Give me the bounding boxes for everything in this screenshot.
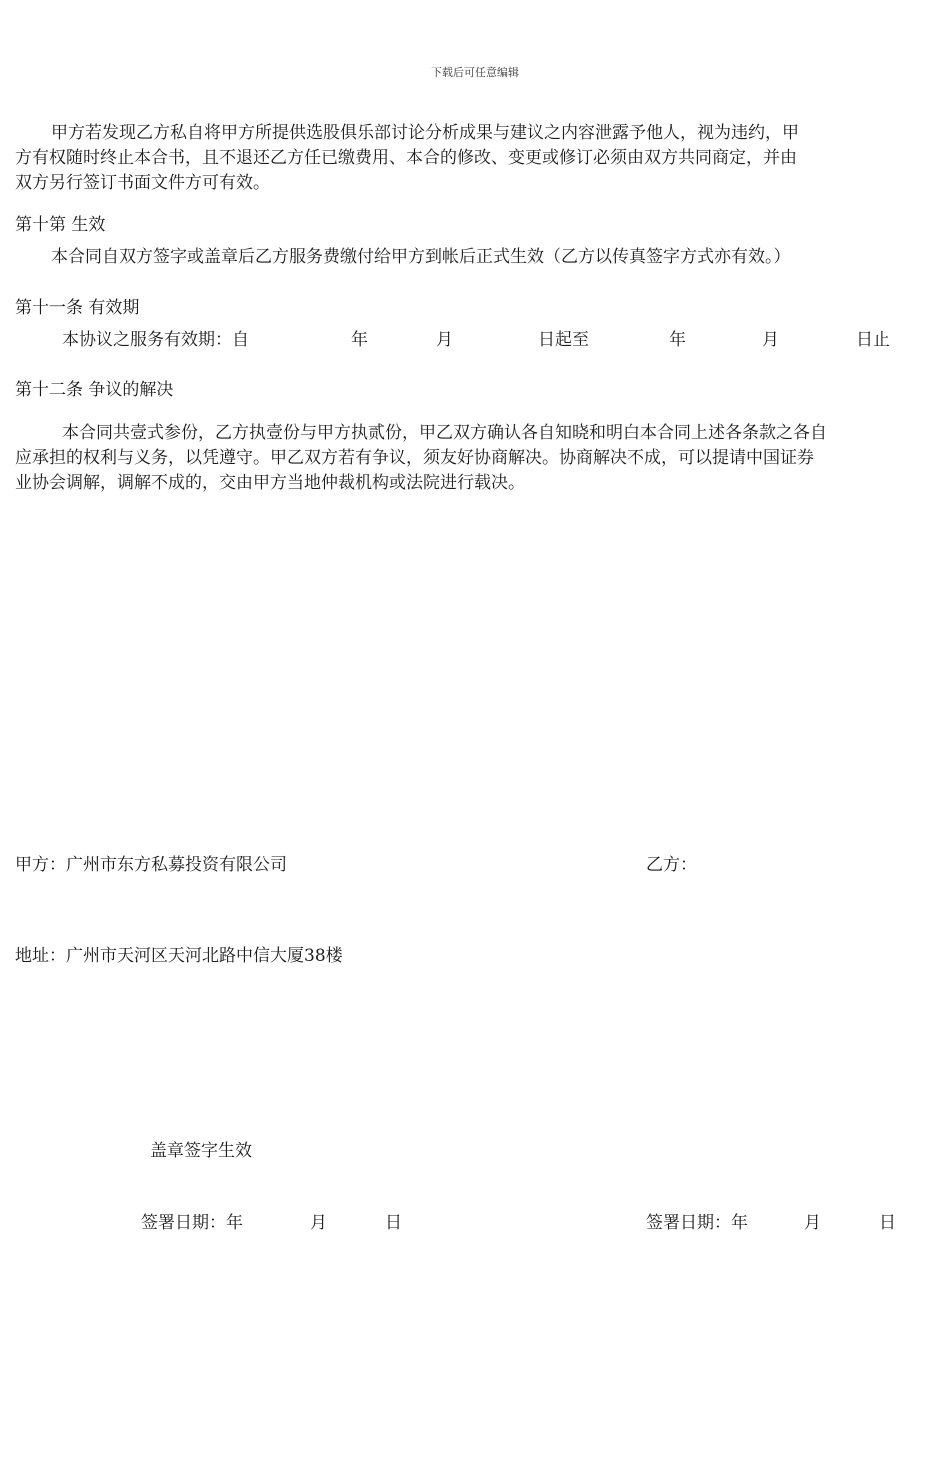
confidentiality-paragraph: [15, 121, 905, 196]
clause12-line-2: 应承担的权利与义务，以凭遵守。甲乙双方若有争议，须友好协商解决。协商解决不成，可以提请中国证券: [15, 448, 814, 468]
party-a-date-day: 日: [385, 1213, 402, 1233]
clause11-prefix: 本协议之服务有效期：自: [62, 330, 249, 350]
clause11-end: 日止: [856, 330, 890, 350]
party-b-date-label: 签署日期：年: [646, 1213, 748, 1233]
party-a-address: 地址：广州市天河区天河北路中信大厦38楼: [15, 946, 343, 966]
clause10-heading: 第十第 生效: [15, 215, 106, 235]
party-a-date-month: 月: [310, 1213, 327, 1233]
clause11-year2: 年: [669, 330, 686, 350]
party-b-name: 乙方：: [646, 855, 697, 875]
party-a-name: 甲方：广州市东方私募投资有限公司: [15, 855, 287, 875]
confidentiality-line-2: 方有权随时终止本合书，且不退还乙方任已缴费用、本合的修改、变更或修订必须由双方共同商定，并由: [15, 148, 797, 168]
clause12-line-3: 业协会调解，调解不成的，交由甲方当地仲裁机构或法院进行载决。: [15, 473, 525, 493]
party-a-date-label: 签署日期：年: [141, 1213, 243, 1233]
clause10-text: 本合同自双方签字或盖章后乙方服务费缴付给甲方到帐后正式生效（乙方以传真签字方式亦有效。）: [51, 247, 791, 267]
seal-note: 盖章签字生效: [150, 1141, 252, 1161]
party-b-date-day: 日: [879, 1213, 896, 1233]
confidentiality-line-1: 甲方若发现乙方私自将甲方所提供选股俱乐部讨论分析成果与建议之内容泄露予他人，视为违约，甲: [51, 123, 799, 143]
clause11-month1: 月: [436, 330, 453, 350]
confidentiality-line-3: 双方另行签订书面文件方可有效。: [15, 173, 270, 193]
clause12-line-1: 本合同共壹式参份，乙方执壹份与甲方执贰份，甲乙双方确认各自知晓和明白本合同上述各条款之各自: [62, 423, 827, 443]
clause12-heading: 第十二条 争议的解决: [15, 380, 174, 400]
clause11-month2: 月: [762, 330, 779, 350]
party-b-date-month: 月: [804, 1213, 821, 1233]
clause11-heading: 第十一条 有效期: [15, 298, 140, 318]
clause12-paragraph: [15, 421, 905, 496]
clause11-year1: 年: [351, 330, 368, 350]
clause11-until: 日起至: [538, 330, 589, 350]
page-header-note: 下载后可任意编辑: [431, 66, 519, 79]
